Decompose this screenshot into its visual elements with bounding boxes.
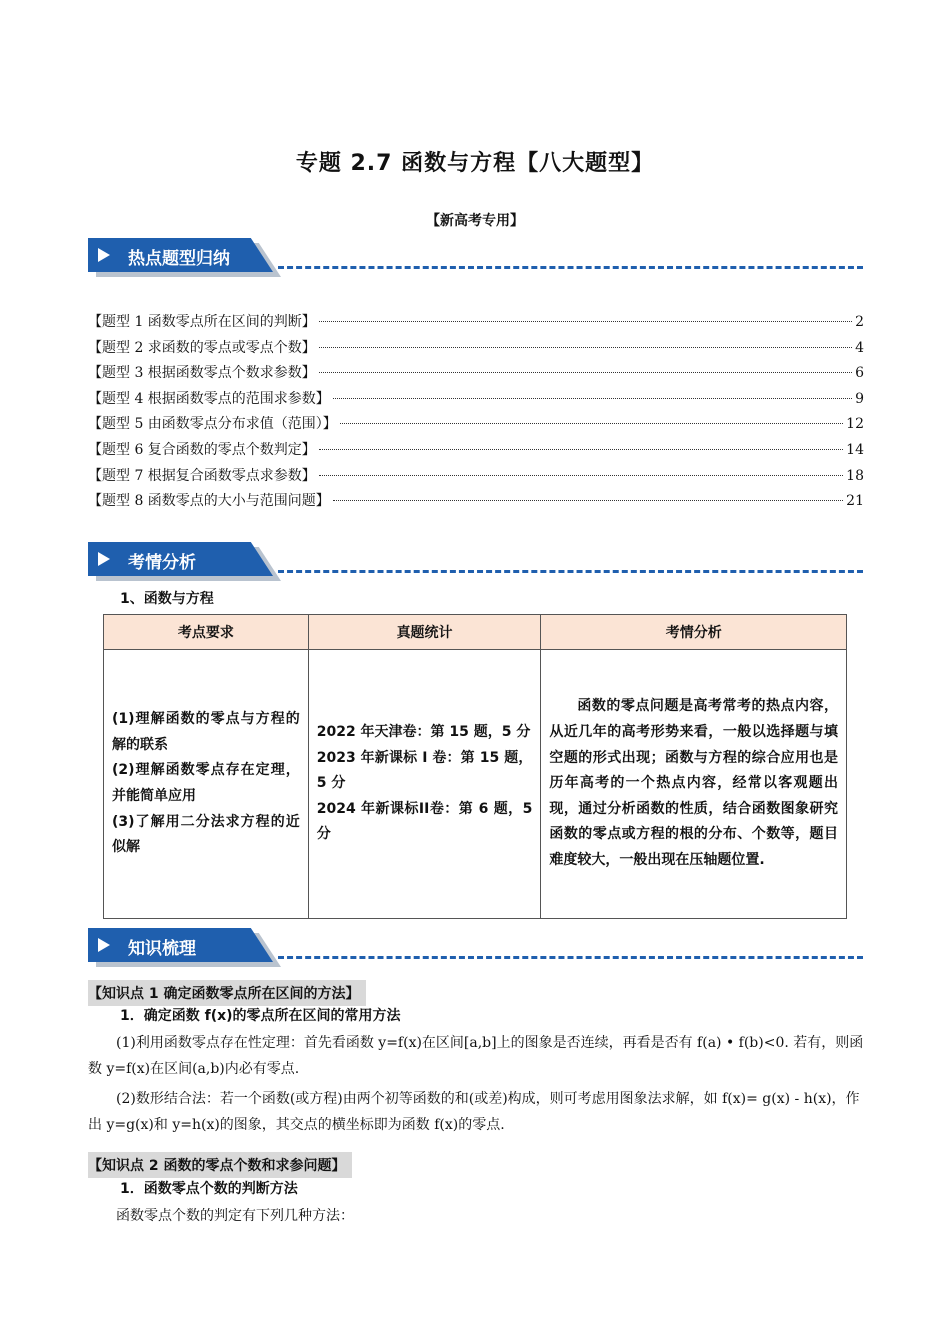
toc-label: 【题型 6 复合函数的零点个数判定】 [88,441,316,458]
dashed-divider [278,570,863,573]
toc-leader [319,475,843,476]
toc-item[interactable] [88,388,864,414]
section-heading: 1、函数与方程 [120,591,214,607]
section-banner-hot-types [88,238,868,274]
toc-page: 4 [855,339,864,356]
toc-page: 6 [855,365,864,382]
toc-item[interactable] [88,439,864,465]
toc-label: 【题型 2 求函数的零点或零点个数】 [88,339,316,356]
toc-leader [333,398,852,399]
toc-item[interactable] [88,490,864,516]
toc-label: 【题型 3 根据函数零点个数求参数】 [88,365,316,382]
paragraph: (2)数形结合法：若一个函数(或方程)由两个初等函数的和(或差)构成，则可考虑用图象法求解，如 f(x)= g(x) - h(x)，作出 y=g(x)和 y=h(x)的图象，其交点的横坐标即为函数 f(x)的零点. [88,1091,860,1133]
exam-analysis-table [103,614,847,919]
toc-item[interactable] [88,362,864,388]
play-arrow-icon [98,248,110,262]
toc-label: 【题型 8 函数零点的大小与范围问题】 [88,493,330,510]
banner-label: 知识梳理 [128,939,196,959]
table-cell-requirements: (1)理解函数的零点与方程的解的联系 (2)理解函数零点存在定理，并能简单应用 (3)了解用二分法求方程的近似解 [104,650,309,919]
toc-leader [340,423,843,424]
page-title: 专题 2.7 函数与方程【八大题型】 [295,151,655,176]
toc-label: 【题型 1 函数零点所在区间的判断】 [88,314,316,330]
toc-leader [319,347,852,348]
toc-page: 9 [855,390,864,407]
table-row [104,650,847,919]
toc-page: 2 [855,314,864,330]
knowledge-point-title: 【知识点 1 确定函数零点所在区间的方法】 [88,980,366,1006]
toc-page: 12 [846,416,864,433]
paragraph: 函数零点个数的判定有下列几种方法： [116,1208,354,1224]
banner-label: 热点题型归纳 [128,249,230,269]
knowledge-heading: 1．函数零点个数的判断方法 [120,1181,298,1197]
toc-label: 【题型 4 根据函数零点的范围求参数】 [88,390,330,407]
knowledge-point-title: 【知识点 2 函数的零点个数和求参问题】 [88,1152,352,1178]
toc-leader [319,372,852,373]
knowledge-heading: 1．确定函数 f(x)的零点所在区间的常用方法 [120,1008,401,1024]
toc-leader [319,321,852,322]
table-cell-exam-stats: 2022 年天津卷：第 15 题，5 分 2023 年新课标 I 卷：第 15 题，5 分 2024 年新课标II卷：第 6 题，5 分 [308,650,541,919]
section-banner-knowledge [88,928,868,964]
paragraph: (1)利用函数零点存在性定理：首先看函数 y=f(x)在区间[a,b]上的图象是否连续，再看是否有 f(a) • f(b)<0. 若有，则函数 y=f(x)在区间(a,b)内必有零点. [88,1035,864,1077]
table-header-cell: 考点要求 [104,615,309,650]
toc-leader [333,500,843,501]
toc-item[interactable] [88,337,864,363]
dashed-divider [278,956,863,959]
table-header-cell: 真题统计 [308,615,541,650]
play-arrow-icon [98,552,110,566]
table-header-cell: 考情分析 [541,615,847,650]
toc-page: 21 [846,493,864,510]
section-banner-exam-analysis [88,542,868,578]
toc-leader [319,449,843,450]
toc-item[interactable] [88,311,864,337]
banner-label: 考情分析 [128,553,196,573]
toc-page: 18 [846,467,864,484]
table-cell-analysis: 函数的零点问题是高考常考的热点内容，从近几年的高考形势来看，一般以选择题与填空题的形式出现；函数与方程的综合应用也是历年高考的一个热点内容，经常以客观题出现，通过分析函数的性质，结合函数图象研究函数的零点或方程的根的分布、个数等，题目难度较大，一般出现在压轴题位置. [541,650,847,919]
toc-label: 【题型 5 由函数零点分布求值（范围）】 [88,416,337,433]
toc-page: 14 [846,441,864,458]
play-arrow-icon [98,938,110,952]
table-header-row [104,615,847,650]
dashed-divider [278,266,863,269]
page-subtitle: 【新高考专用】 [426,213,524,229]
toc-label: 【题型 7 根据复合函数零点求参数】 [88,467,316,484]
toc-item[interactable] [88,413,864,439]
table-of-contents [88,311,864,516]
toc-item[interactable] [88,465,864,491]
